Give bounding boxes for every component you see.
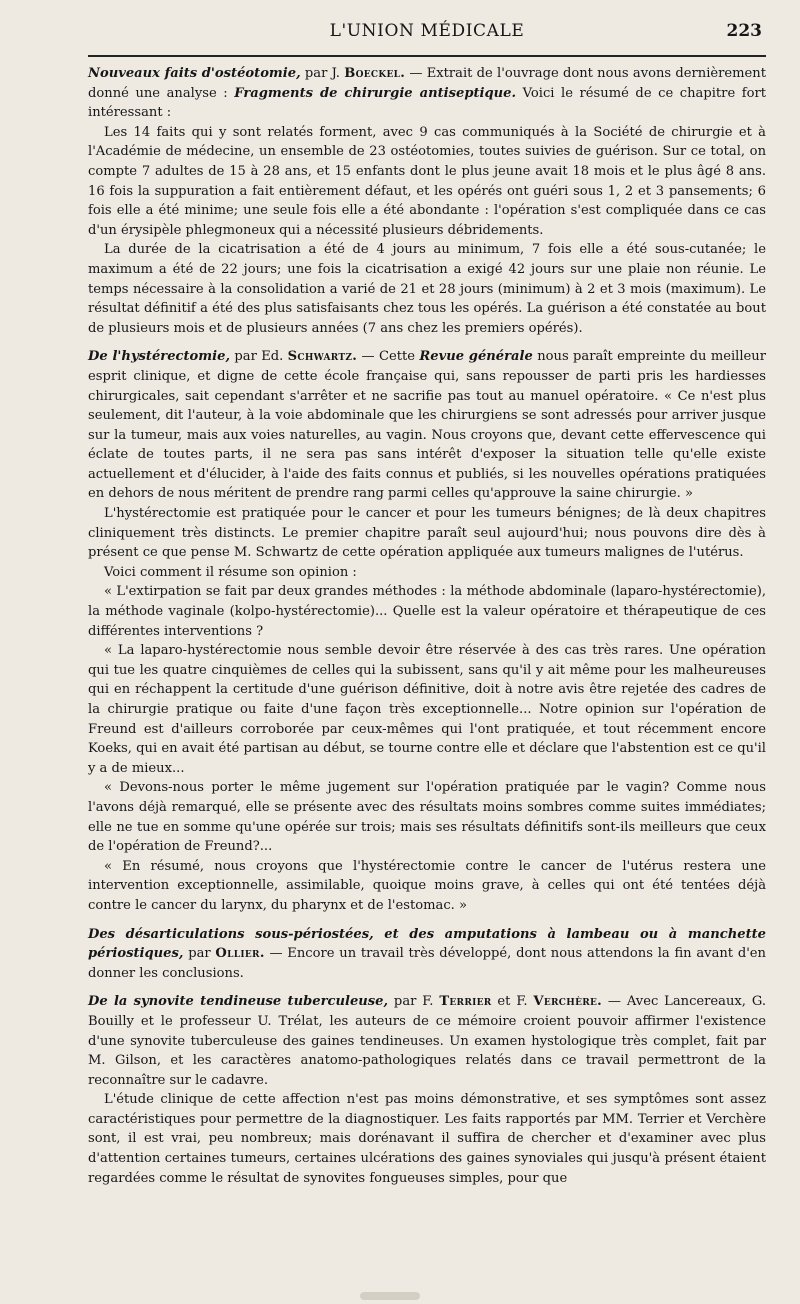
quoted-paragraph: « La laparo-hystérectomie nous semble devoir être réservée à des cas très rares. Une opération qui tue les quatre cinquièmes de celles qui la subissent, sans qu'il y ait même pour les malheureuses qui en réchappent la certitude d'une guérison définitive, doit à notre avis être rejetée des cadres de la chirurgie pratique ou faite d'une façon très exceptionnelle... Notre opinion sur l'opération de Freund est d'ailleurs corroborée par ceux-mêmes qui l'ont pratiquée, et tout récemment encore Koeks, qui en avait été partisan au début, se tourne contre elle et déclare que l'abstention est ce qu'il y a de mieux... — [88, 643, 766, 776]
entry-title: De l'hystérectomie, — [88, 349, 231, 365]
quoted-paragraph: « Devons-nous porter le même jugement sur l'opération pratiquée par le vagin? Comme nous l'avons déjà remarqué, elle se présente avec des résultats moins sombres comme suites immédiates; elle ne tue en somme qu'une opérée sur trois; mais ses résultats définitifs sont-ils meilleurs que ceux de l'opération de Freund?... — [88, 780, 766, 855]
page-stain — [360, 1292, 420, 1300]
cited-work: Fragments de chirurgie antiseptique. — [234, 85, 517, 101]
quoted-paragraph: « L'extirpation se fait par deux grandes méthodes : la méthode abdominale (laparo-hystérectomie), la méthode vaginale (kolpo-hystérectomie)... Quelle est la valeur opératoire et thérapeutique de ces différentes interventions ? — [88, 584, 766, 639]
entry-author: Schwartz. — [287, 349, 358, 365]
paragraph: Les 14 faits qui y sont relatés forment, avec 9 cas communiqués à la Société de chirurgie et à l'Académie de médecine, un ensemble de 23 ostéotomies, toutes suivies de guérison. Sur ce total, on compte 7 adultes de 15 à 28 ans, et 15 enfants dont le plus jeune avait 18 mois et le plus âgé 8 ans. 16 fois la suppuration a fait entièrement défaut, et les opérés ont guéri sous 1, 2 et 3 pansements; 6 fois elle a été minime; une seule fois elle a été abondante : l'opération s'est compliquée dans ce cas d'un érysipèle phlegmoneux qui a nécessité plusieurs débridements. — [88, 124, 766, 238]
quoted-paragraph: « En résumé, nous croyons que l'hystérectomie contre le cancer de l'utérus restera une intervention exceptionnelle, assimilable, quoique moins grave, à celles qui ont été tentées déjà contre le cancer du larynx, du pharynx et de l'estomac. » — [88, 858, 766, 913]
review-entry-osteotomie: Nouveaux faits d'ostéotomie, par J. Boeckel. — Extrait de l'ouvrage dont nous avons dernièrement donné une analyse : Fragments de chirurgie antiseptique. Voici le résumé de ce chapitre fort intéressant : — [88, 66, 767, 121]
page-number: 223 — [726, 21, 762, 41]
running-title: L'UNION MÉDICALE — [329, 21, 525, 41]
paragraph: L'hystérectomie est pratiquée pour le cancer et pour les tumeurs bénignes; de là deux chapitres cliniquement très distincts. Le premier chapitre paraît seul aujourd'hui; nous pouvons dire dès à présent ce que pense M. Schwartz de cette opération appliquée aux tumeurs malignes de l'utérus. — [88, 506, 766, 561]
review-entry-hysterectomie: De l'hystérectomie, par Ed. Schwartz. — Cette Revue générale nous paraît empreinte du meilleur esprit clinique, et digne de cette école française qui, sans repousser de parti pris les hardiesses chirurgicales, sait cependant s'arrêter et ne sacrifie pas tout au manuel opératoire. « Ce n'est plus seulement, dit l'auteur, à la voie abdominale que les chirurgiens se sont adressés pour arriver jusque sur la tumeur, mais aux voies naturelles, au vagin. Nous croyons que, devant cette effervescence qui éclate de toutes parts, il ne sera pas sans intérêt d'exposer la situation telle qu'elle existe actuellement et d'élucider, à l'aide des faits connus et publiés, si les nouvelles opérations pratiquées en dehors de nous méritent de prendre rang parmi celles qu'approuve la saine chirurgie. » — [88, 349, 766, 502]
entry-author: Ollier. — [215, 946, 265, 962]
cited-work: Revue générale — [419, 349, 533, 365]
entry-title: De la synovite tendineuse tuberculeuse, — [88, 994, 389, 1010]
entry-author: Verchère. — [533, 994, 603, 1010]
entry-author: Terrier — [439, 994, 492, 1010]
header-rule — [88, 55, 766, 57]
paragraph: La durée de la cicatrisation a été de 4 jours au minimum, 7 fois elle a été sous-cutanée; le maximum a été de 22 jours; une fois la cicatrisation a exigé 42 jours sur une plaie non réunie. Le temps nécessaire à la consolidation a varié de 21 et 28 jours (minimum) à 2 et 3 mois (maximum). Le résultat définitif a été des plus satisfaisants chez tous les opérés. La guérison a été constatée au bout de plusieurs mois et de plusieurs années (7 ans chez les premiers opérés). — [88, 242, 766, 336]
review-entry-desarticulations: Des désarticulations sous-périostées, et des amputations à lambeau ou à manchette périostiques, par Ollier. — Encore un travail très développé, dont nous attendons la fin avant d'en donner les conclusions. — [88, 926, 766, 981]
paragraph: Voici comment il résume son opinion : — [104, 564, 357, 580]
entry-title: Des désarticulations sous-périostées, et des amputations à lambeau ou à manchette périostiques, — [88, 926, 766, 962]
article-body — [88, 64, 766, 1188]
paragraph: L'étude clinique de cette affection n'est pas moins démonstrative, et ses symptômes sont assez caractéristiques pour permettre de la diagnostiquer. Les faits rapportés par MM. Terrier et Verchère sont, il est vrai, peu nombreux; mais dorénavant il suffira de chercher et d'examiner avec plus d'attention certaines tumeurs, certaines ulcérations des gaines synoviales qui jusqu'à présent étaient regardées comme le résultat de synovites fongueuses simples, pour que — [88, 1092, 766, 1186]
page-header — [88, 0, 766, 58]
entry-author: Boeckel. — [344, 66, 406, 81]
entry-title: Nouveaux faits d'ostéotomie, — [88, 66, 301, 81]
review-entry-synovite: De la synovite tendineuse tuberculeuse, par F. Terrier et F. Verchère. — Avec Lancereaux, G. Bouilly et le professeur U. Trélat, les auteurs de ce mémoire croient pouvoir affirmer l'existence d'une synovite tuberculeuse des gaines tendineuses. Un examen hystologique très complet, fait par M. Gilson, et les caractères anatomo-pathologiques relatés dans ce travail permettront de la reconnaître sur le cadavre. — [88, 994, 766, 1088]
